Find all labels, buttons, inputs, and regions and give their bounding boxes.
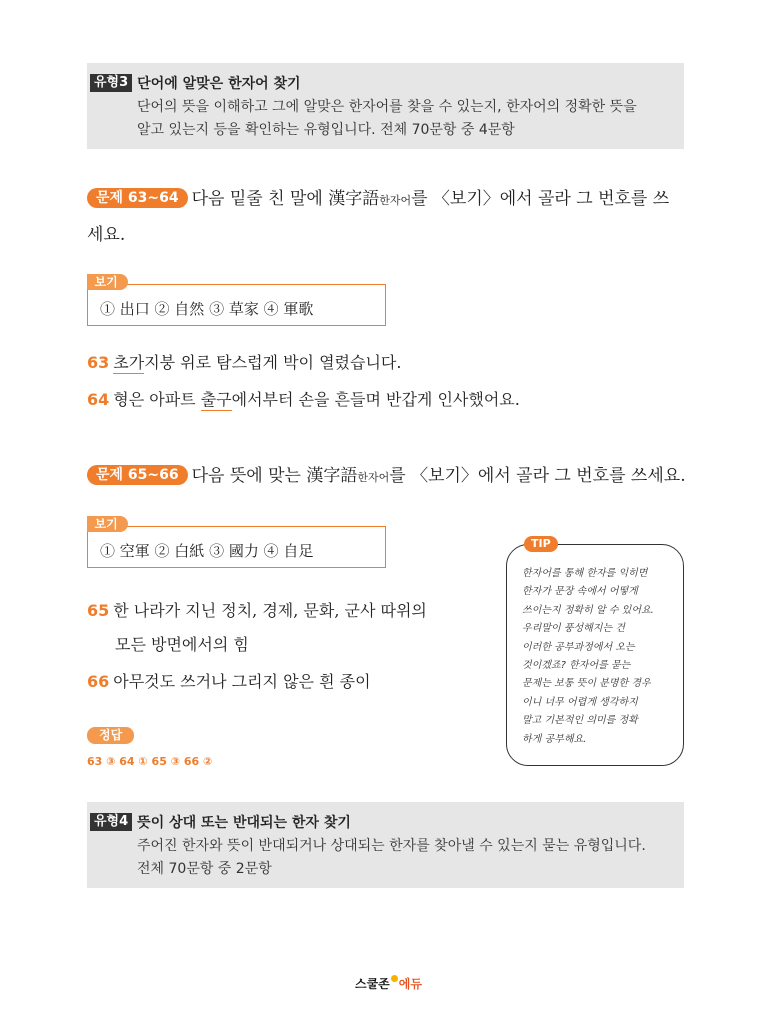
tip-line: 말고 기본적인 의미를 정확 (522, 715, 638, 727)
item-65-line2: 모든 방면에서의 힘 (115, 635, 249, 654)
question-63-64-text-small: 한자어 (379, 194, 412, 207)
type3-header (90, 73, 301, 93)
item-66-text: 아무것도 쓰거나 그리지 않은 흰 종이 (113, 672, 371, 691)
tip-line: 한자어를 통해 한자를 익히면 (522, 568, 648, 579)
item-64-rest: 에서부터 손을 흔들며 반갑게 인사했어요. (231, 390, 520, 409)
logo-dot-icon (391, 975, 398, 982)
item-65-line1: 한 나라가 지닌 정치, 경제, 문화, 군사 따위의 (113, 601, 427, 620)
item-64-pre: 형은 아파트 (113, 390, 201, 409)
question-63-64-tag: 문제 63~64 (87, 188, 188, 208)
tip-label: TIP (524, 536, 558, 552)
logo-text-main: 스쿨존 (355, 977, 390, 991)
item-63-underlined-word: 초가 (113, 353, 145, 372)
bogi-box-1 (87, 275, 386, 326)
question-65-66-text-b: 를 〈보기〉에서 골라 그 번호를 쓰세요. (389, 466, 686, 486)
question-65-66-tag: 문제 65~66 (87, 465, 188, 485)
tip-line: 하게 공부해요. (522, 733, 587, 745)
tip-line: 한자가 문장 속에서 어떻게 (522, 586, 638, 598)
type3-description (137, 96, 677, 142)
type4-desc-line2: 전체 70문항 중 2문항 (137, 861, 272, 877)
question-65-66-text-small: 한자어 (357, 471, 390, 484)
item-64-underlined-word: 출구 (200, 390, 232, 409)
type4-title: 뜻이 상대 또는 반대되는 한자 찾기 (137, 815, 351, 831)
question-63-64-text-b: 를 〈보기〉에서 골라 그 번호를 쓰 (411, 189, 670, 209)
item-65-number: 65 (87, 601, 110, 620)
type4-description (137, 835, 677, 881)
item-64 (87, 387, 520, 410)
type4-desc-line1: 주어진 한자와 뜻이 반대되거나 상대되는 한자를 찾아낼 수 있는지 묻는 유형입니다. (137, 838, 646, 854)
type4-info-box (87, 802, 684, 888)
type4-tag: 유형4 (90, 813, 132, 831)
bogi-label-1: 보기 (87, 274, 128, 290)
tip-box (506, 537, 684, 766)
item-64-number: 64 (87, 390, 110, 409)
question-63-64-text-line2: 세요. (87, 225, 126, 245)
tip-line: 이니 너무 어렵게 생각하지 (522, 696, 638, 708)
bogi-box-2 (87, 517, 386, 568)
type3-title: 단어에 알맞은 한자어 찾기 (137, 76, 301, 92)
type3-tag: 유형3 (90, 74, 132, 92)
question-63-64-instruction (87, 182, 687, 252)
logo-text-accent: 에듀 (398, 977, 422, 991)
item-66-number: 66 (87, 672, 110, 691)
tip-line: 이러한 공부과정에서 오는 (522, 641, 635, 653)
bogi-label-2: 보기 (87, 516, 128, 532)
type3-info-box (87, 63, 684, 149)
item-63-rest: 지붕 위로 탐스럽게 박이 열렸습니다. (144, 353, 402, 372)
question-63-64-text-a: 다음 밑줄 친 말에 漢字語 (191, 189, 380, 209)
bogi-options-2: ① 空軍 ② 白紙 ③ 國力 ④ 自足 (100, 542, 314, 560)
tip-line: 것이겠죠? 한자어를 묻는 (522, 660, 631, 672)
publisher-logo (355, 975, 422, 992)
item-63 (87, 350, 401, 373)
type4-header (90, 812, 351, 832)
item-63-number: 63 (87, 353, 110, 372)
question-65-66-instruction (87, 459, 687, 495)
tip-line: 우리말이 풍성해지는 건 (522, 623, 625, 635)
type3-desc-line2: 알고 있는지 등을 확인하는 유형입니다. 전체 70문항 중 4문항 (137, 122, 515, 138)
tip-line: 문제는 보통 뜻이 분명한 경우 (522, 678, 651, 690)
tip-text (522, 565, 680, 749)
item-66 (87, 669, 371, 692)
answer-label: 정답 (87, 727, 134, 744)
tip-line: 쓰이는지 정확히 알 수 있어요. (522, 604, 654, 616)
answer-text: 63 ③ 64 ① 65 ③ 66 ② (87, 755, 213, 768)
bogi-options-1: ① 出口 ② 自然 ③ 草家 ④ 軍歌 (100, 300, 314, 318)
question-65-66-text-a: 다음 뜻에 맞는 漢字語 (191, 466, 358, 486)
type3-desc-line1: 단어의 뜻을 이해하고 그에 알맞은 한자어를 찾을 수 있는지, 한자어의 정확한 뜻을 (137, 99, 637, 115)
item-65 (87, 598, 427, 621)
